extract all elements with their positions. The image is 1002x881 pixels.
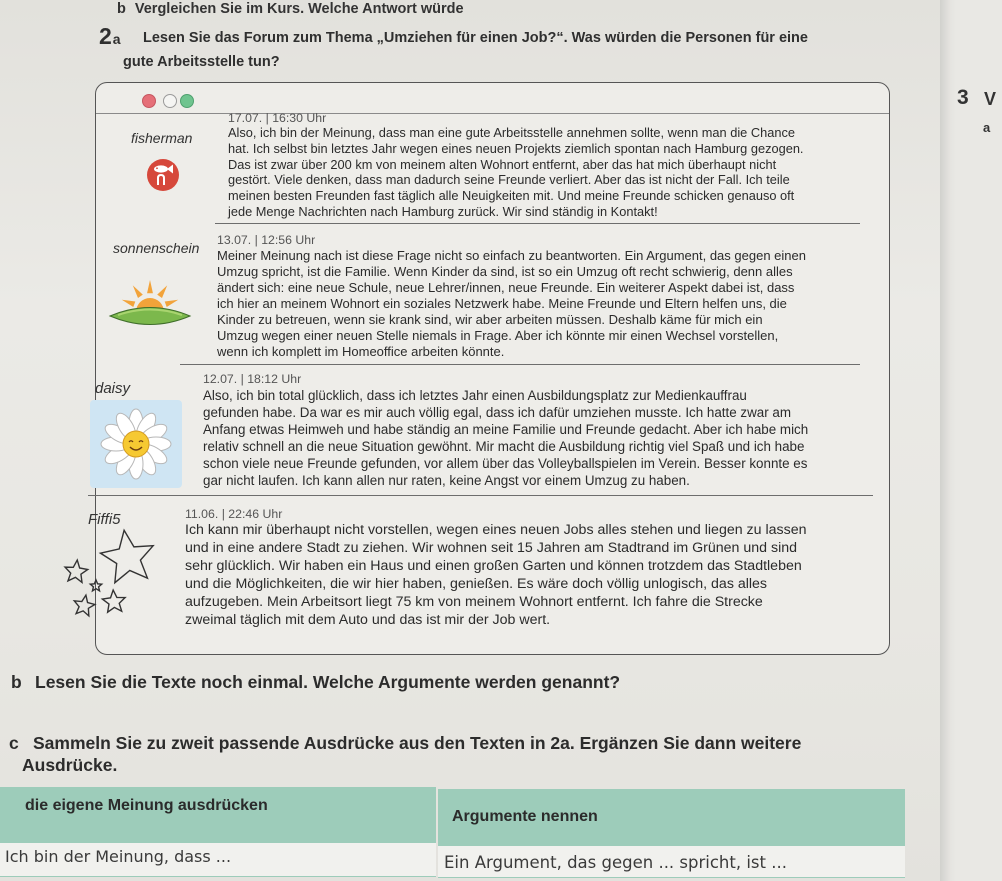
post-username: daisy (95, 380, 131, 397)
window-dot-green-icon (180, 94, 194, 108)
daisy-icon (90, 400, 182, 488)
table-header-label: Argumente nennen (452, 808, 598, 825)
post-text-line: gar nicht laufen. Ich kann allen nur raten, keine Angst vor einem Umzug zu haben. (203, 473, 690, 488)
post-text-line: zweimal täglich mit dem Auto und das ist mir der Job wert. (185, 612, 551, 628)
task-b-instruction (11, 672, 620, 693)
table-cell-text: Ein Argument, das gegen ... spricht, ist ... (444, 853, 787, 872)
next-page-fragment-letter: V (984, 89, 997, 109)
table-header-arguments (438, 789, 905, 846)
post-text (203, 387, 808, 489)
post-text-line: Das ist zwar über 200 km von meinem alten Wohnort entfernt, aber das hat mich überhaupt nicht (228, 156, 777, 172)
task-2a-instruction-line-2: gute Arbeitsstelle tun? (123, 54, 280, 70)
task-c-instruction (9, 733, 801, 754)
post-text-line: sehr glücklich. Wir haben ein Haus und einen großen Garten und können trotzdem das Stadtleben (185, 558, 802, 574)
post-text-line: gestört. Viele denken, dass man dadurch seine Freunde verliert. Aber das ist nicht der Fall. Ich teile (228, 172, 790, 188)
task-number: 2 (99, 23, 112, 49)
post-text-line: meinen besten Freunden fast täglich alle Neuigkeiten mit. Und meine Freunde schicken genauso oft (228, 188, 795, 204)
task-text: Sammeln Sie zu zweit passende Ausdrücke aus den Texten in 2a. Ergänzen Sie dann weitere (33, 733, 802, 753)
task-letter: b (117, 1, 126, 17)
post-text-line: schon viele neue Freunde gefunden, vor allem über das Volleyballspielen im Verein. Besser konnte es (203, 456, 808, 471)
post-username: Fiffi5 (88, 511, 121, 528)
post-date: 11.06. | 22:46 Uhr (185, 507, 283, 521)
fish-icon (146, 158, 180, 192)
post-text-line: Kinder zu betreuen, wenn sie krank sind, wir aber arbeiten müssen. Deshalb käme für mich ein (217, 312, 763, 327)
sunset-icon (108, 272, 192, 338)
post-text (228, 125, 804, 220)
post-date: 12.07. | 18:12 Uhr (203, 372, 302, 386)
task-c-instruction-line-2: Ausdrücke. (22, 755, 118, 775)
post-text-line: aufzugeben. Mein Arbeitsort liegt 75 km von meinem Wohnort entfernt. Ich fahre die Strecke (185, 594, 763, 610)
task-letter: c (9, 733, 19, 753)
post-text-line: Ich kann mir überhaupt nicht vorstellen, wegen eines neuen Jobs alles stehen und liegen zu lassen (185, 522, 807, 538)
window-dot-white-icon (163, 94, 177, 108)
post-text-line: ich hier an meinem Wohnort ein soziales Netzwerk habe. Meine Freunde und Eltern helfen uns, die (217, 296, 787, 311)
post-text-line: jede Menge Nachrichten nach Hamburg zurück. Wir sind ständig in Kontakt! (228, 203, 658, 219)
post-separator (88, 495, 873, 496)
post-text-line: und die Möglichkeiten, die wir hier haben, genießen. Es wäre doch völlig unlogisch, das alles (185, 576, 768, 592)
post-text (217, 248, 806, 360)
table-cell-text: Ich bin der Meinung, dass ... (5, 847, 232, 866)
post-text (185, 521, 807, 629)
task-letter: b (11, 672, 22, 692)
post-text-line: ändert sich: eine neue Schule, neue Lehrer/innen, neue Freunde. Ein weiterer Aspekt dabei ist, dass (217, 280, 795, 295)
next-page-section-number: 3 (957, 86, 969, 109)
post-text-line: Anfang etwas Heimweh und habe ständig an meine Familie und Freunde gedacht. Aber ich habe mich (203, 422, 809, 437)
task-2a-number (99, 23, 121, 50)
window-dot-red-icon (142, 94, 156, 108)
stars-icon (58, 526, 162, 622)
post-separator (215, 223, 860, 224)
post-date: 13.07. | 12:56 Uhr (217, 233, 316, 247)
post-text-line: Umzug spricht, ist die Familie. Wenn Kinder da sind, ist so ein Umzug oft recht schwierig, denn alles (217, 264, 793, 279)
post-separator (180, 364, 860, 365)
table-header-label: die eigene Meinung ausdrücken (25, 797, 268, 814)
task-subletter: a (112, 31, 121, 47)
post-text-line: relativ schnell an die neue Situation gewöhnt. Mir macht die Ausbildung richtig viel Spaß und ich habe (203, 439, 805, 454)
post-username: fisherman (131, 130, 193, 146)
next-page-task-letter: a (983, 120, 991, 135)
post-text-line: hat. Ich selbst bin letztes Jahr wegen eines neuen Projekts ziemlich spontan nach Hamburg gezogen. (228, 140, 804, 156)
table-header-opinion (0, 787, 436, 843)
forum-header-divider (96, 113, 889, 114)
post-username: sonnenschein (113, 240, 200, 256)
post-text-line: wenn ich komplett im Homeoffice arbeiten könnte. (217, 344, 505, 359)
post-date: 17.07. | 16:30 Uhr (228, 111, 327, 125)
table-cell-opinion-example (0, 843, 436, 877)
previous-task-instruction (117, 1, 464, 17)
task-text: Lesen Sie die Texte noch einmal. Welche Argumente werden genannt? (35, 672, 621, 692)
task-2a-instruction-line-1: Lesen Sie das Forum zum Thema „Umziehen für einen Job?“. Was würden die Personen für eine (143, 30, 808, 46)
task-text: Vergleichen Sie im Kurs. Welche Antwort würde (134, 1, 464, 17)
post-text-line: Meiner Meinung nach ist diese Frage nicht so einfach zu beantworten. Ein Argument, das gegen einen (217, 248, 806, 263)
table-cell-argument-example (438, 846, 905, 878)
post-text-line: Also, ich bin total glücklich, dass ich letztes Jahr einen Ausbildungsplatz zur Medienkauffrau (203, 388, 747, 403)
post-text-line: Umzug wegen einer neuen Stelle niemals in Frage. Aber ich könnte mir einen Wechsel vorstellen, (217, 328, 779, 343)
post-text-line: und in eine andere Stadt zu ziehen. Wir wohnen seit 15 Jahren am Stadtrand im Grünen und sind (185, 540, 798, 556)
page-fold (940, 0, 1002, 881)
post-text-line: gefunden habe. Da war es mir auch völlig egal, dass ich dafür umziehen musste. Ich hatte zwar am (203, 405, 792, 420)
post-text-line: Also, ich bin der Meinung, dass man eine gute Arbeitsstelle annehmen sollte, wenn man die Chance (228, 125, 795, 140)
